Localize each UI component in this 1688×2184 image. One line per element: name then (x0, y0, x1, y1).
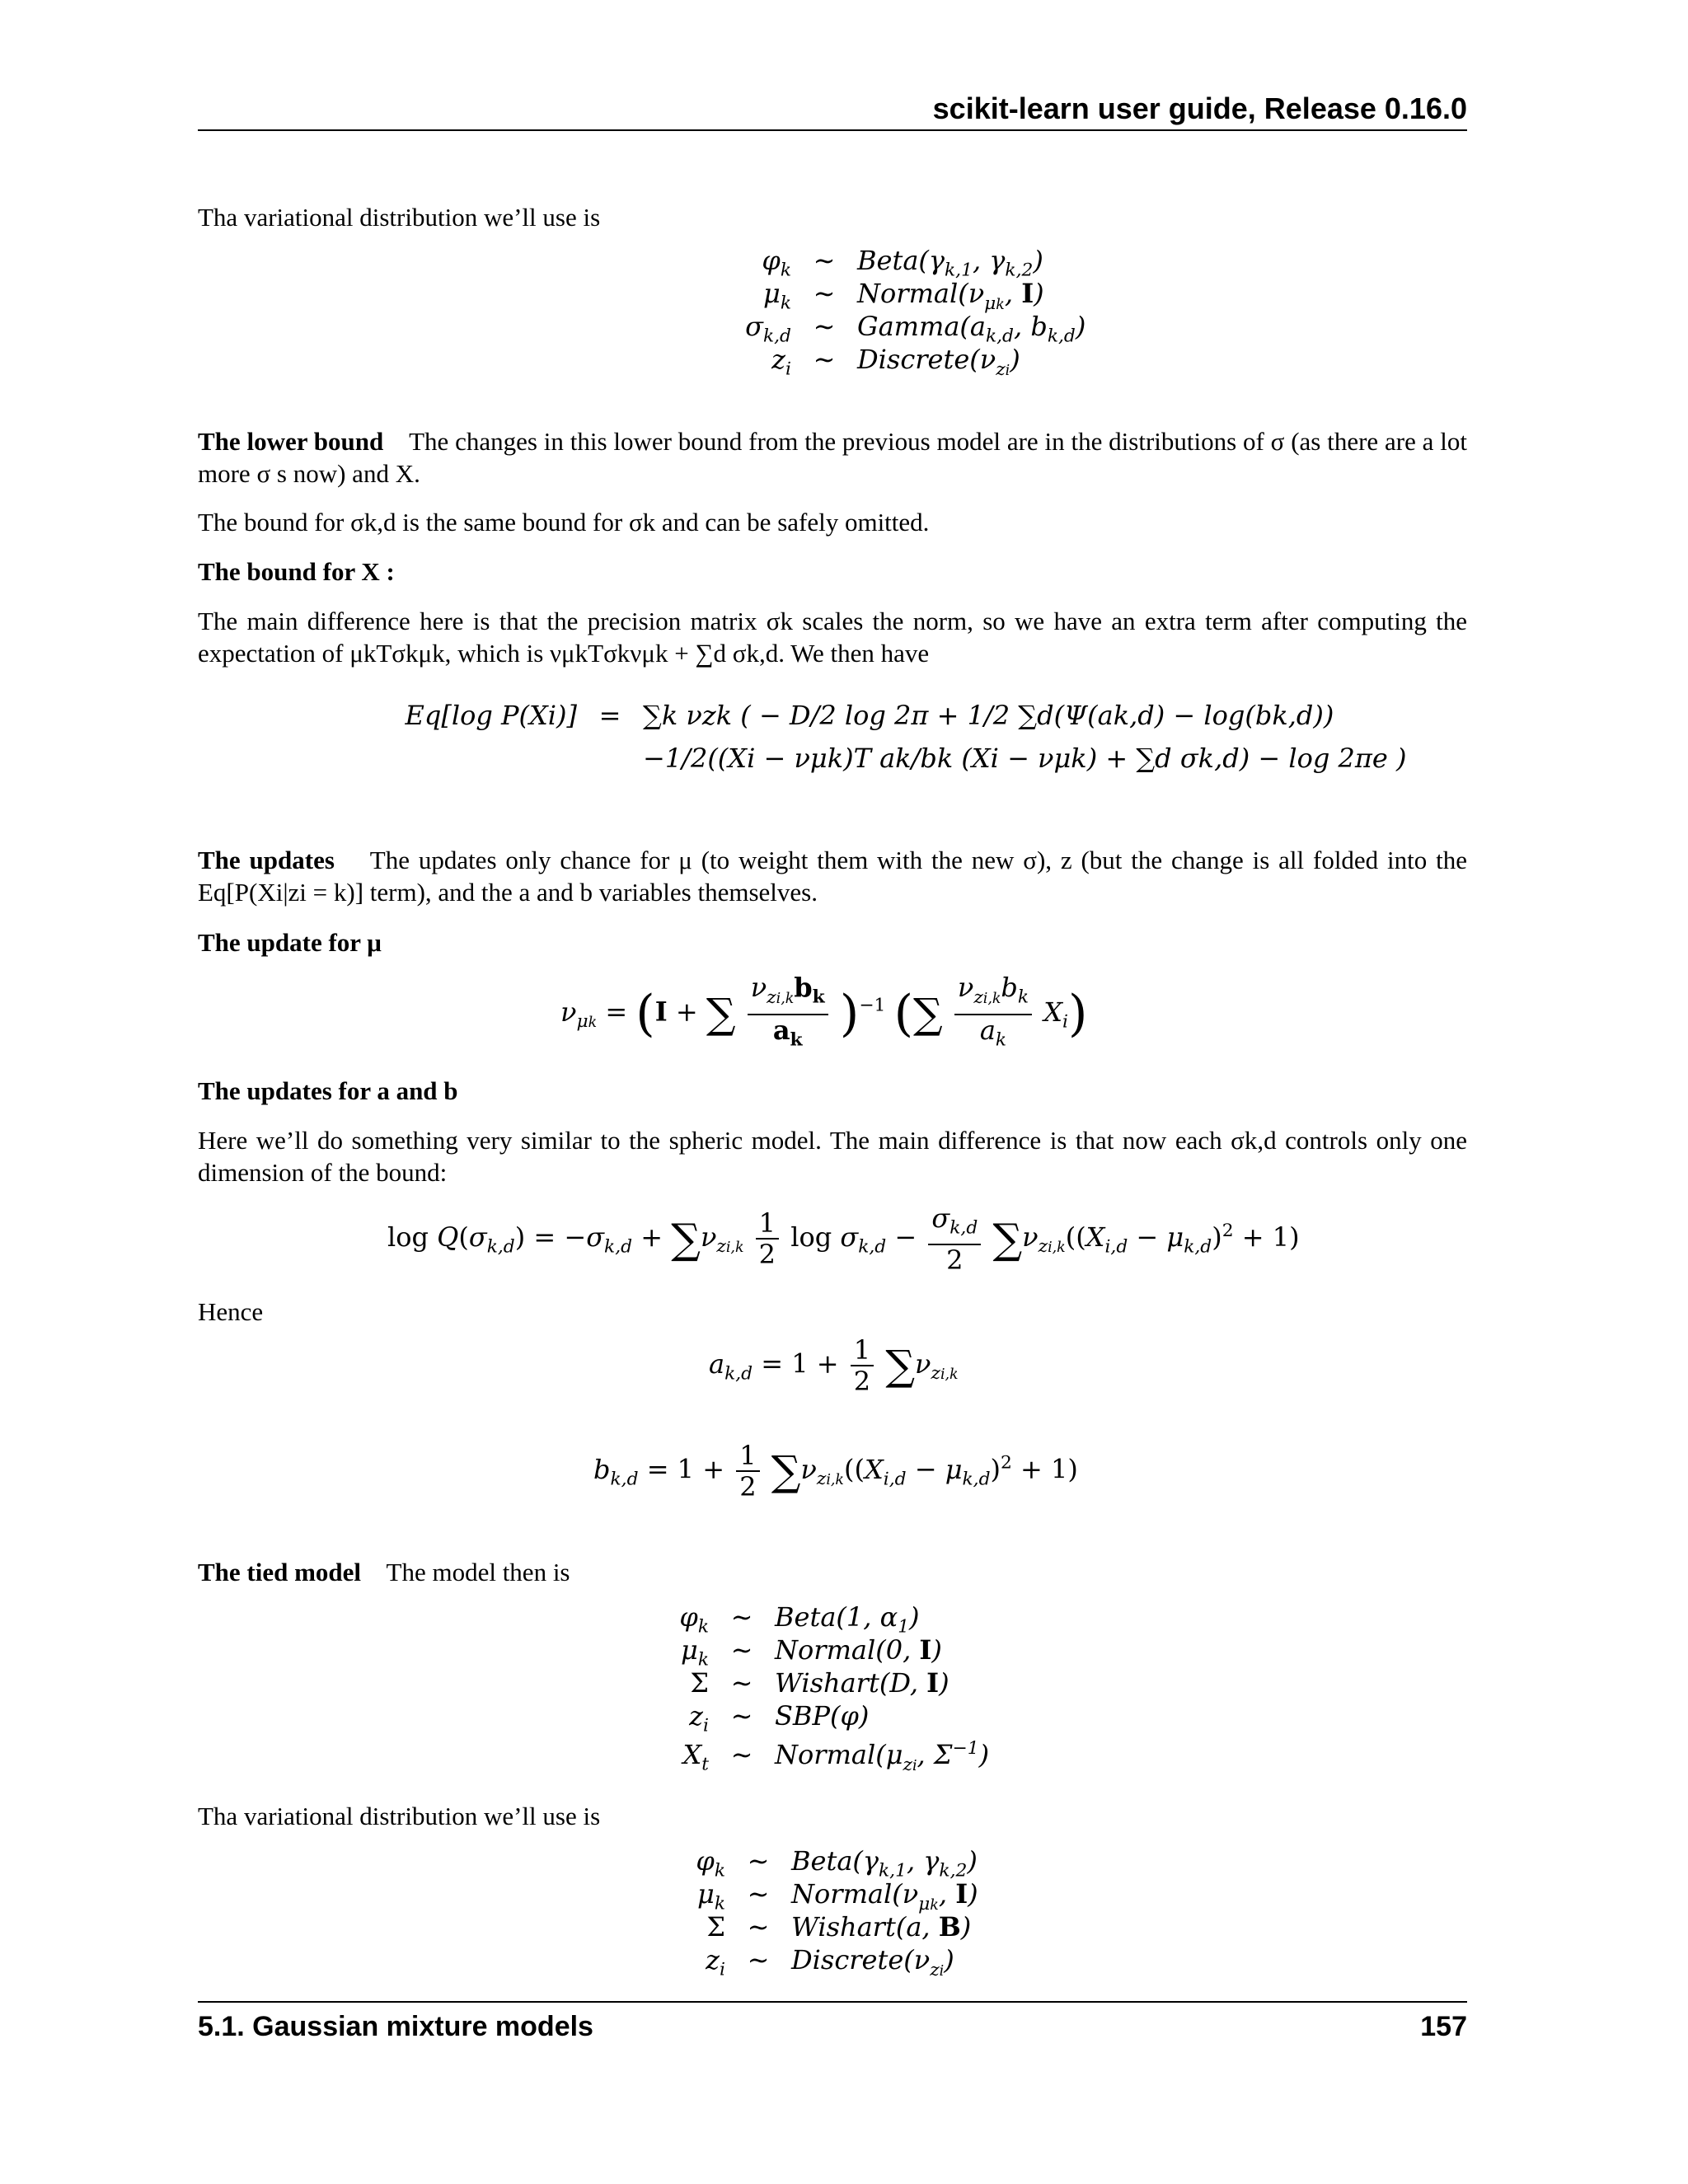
update-mu-heading (198, 926, 1467, 958)
bound-equation-line2: −1/2((Xi − νμk)T ak/bk (Xi − νμk) + ∑d σk,d) − log 2πe ) (643, 743, 1407, 774)
b-update-equation: $b_{k,d} = 1$ + $\frac{1}{2}$ $\sum\nu_{zi,k}((X_{i,d} - \mu_{k,d})^2 + 1)$ (593, 1440, 1078, 1502)
update-mu-heading-text: The update for μ (198, 928, 382, 957)
header-rule (198, 129, 1467, 131)
bound-x-heading (198, 555, 1467, 588)
footer-page-number: 157 (1420, 2011, 1467, 2042)
updates-ab-paragraph: Here we’ll do something very similar to the spheric model. The main difference is that now each σk,d controls only one dimension of the bound: (198, 1126, 1467, 1187)
running-header: scikit-learn user guide, Release 0.16.0 (932, 91, 1467, 125)
footer-section-title: 5.1. Gaussian mixture models (198, 2011, 593, 2042)
intro-paragraph-1: Tha variational distribution we’ll use is (198, 203, 601, 232)
updates-ab-heading (198, 1075, 1467, 1107)
tied-model-equations: $\varphi_k$ ∼ Beta(1, $\alpha_1$) $\mu_k$ ∼ Normal(0, I) Σ ∼ Wishart(D, I) $z_i$ ∼ SBP(φ) $X_t$ ∼ $Normal(\mu_{zi}$, $\Sigma^{-1}$) (679, 1601, 990, 1775)
intro-paragraph-2: Tha variational distribution we’ll use is (198, 1802, 601, 1830)
updates-ab-heading-text: The updates for a and b (198, 1076, 458, 1105)
footer-rule (198, 2001, 1467, 2003)
updates-text: The updates only chance for μ (to weight them with the new σ), z (but the change is all folded into the Eq[P(Xi|zi = k)] term), and the a and b variables themselves. (198, 846, 1467, 907)
updates-paragraph (198, 844, 1467, 908)
lower-bound-text: The changes in this lower bound from the previous model are in the distributions of σ (as there are a lot more σ s now) and X. (198, 427, 1467, 488)
bound-equation-lhs: Eq[log P(Xi)] (405, 700, 577, 731)
bound-sigma-paragraph: The bound for σk,d is the same bound for σk and can be safely omitted. (198, 508, 930, 537)
hence-paragraph: Hence (198, 1297, 264, 1326)
tied-model-heading: The tied model (198, 1558, 362, 1586)
bound-equation: Eq[log P(Xi)] = ∑k νzk ( − D/2 log 2π + 1/2 ∑d(Ψ(ak,d) − log(bk,d)) −1/2((Xi − νμk)T ak/bk (Xi − νμk) + ∑d σk,d) − log 2πe ) (387, 699, 1407, 775)
a-update-equation: $a_{k,d} = 1$ + $\frac{1}{2}$ $\sum\nu_{zi,k}$ (709, 1334, 959, 1397)
logq-equation: $\log Q(\sigma_{k,d}) = -\sigma_{k,d} + \sum\nu_{zi,k}$ $\frac{1}{2}$ $\log \sigma_{k,d}$ − $\frac{\sigma_{k,d}}{2}$ $\sum\nu_{zi,k}((X_{i,d} - \mu_{k,d})^2 + 1)$ (387, 1202, 1300, 1276)
update-mu-equation: $\nu_{\mu k} = (I$ + ∑ $\frac{\nu_{zi,k}b_k}{a_k}$ )$^{-1}$ (∑ $\frac{\nu_{zi,k}b_k}{a_k}$ $X_i$) (560, 972, 1088, 1051)
updates-heading: The updates (198, 846, 335, 874)
lower-bound-heading: The lower bound (198, 427, 384, 456)
bound-x-heading-text: The bound for X : (198, 557, 395, 586)
variational-distribution-1: $\varphi_k$ ∼ $Beta(\gamma_{k,1}$, $\gamma_{k,2}$) $\mu_k$ ∼ $Normal(\nu_{\mu k}$, I) $\sigma_{k,d}$ ∼ $Gamma(a_{k,d}$, $b_{k,d}$) $z_i$ ∼ $Discrete(\nu_{zi})$ (745, 245, 1086, 380)
tied-model-text: The model then is (386, 1558, 570, 1586)
bound-equation-line1: ∑k νzk ( − D/2 log 2π + 1/2 ∑d(Ψ(ak,d) − log(bk,d)) (643, 700, 1334, 731)
bound-x-paragraph: The main difference here is that the precision matrix σk scales the norm, so we have an extra term after computing the expectation of μkTσkμk, which is νμkTσkνμk + ∑d σk,d. We then have (198, 607, 1467, 668)
lower-bound-paragraph (198, 425, 1467, 490)
variational-distribution-2: $\varphi_k$ ∼ $Beta(\gamma_{k,1}$, $\gamma_{k,2}$) $\mu_k$ ∼ $Normal(\nu_{\mu k}$, I) Σ ∼ Wishart(a, B) $z_i$ ∼ $Discrete(\nu_{zi})$ (696, 1845, 978, 1980)
tied-model-paragraph (198, 1556, 1467, 1588)
